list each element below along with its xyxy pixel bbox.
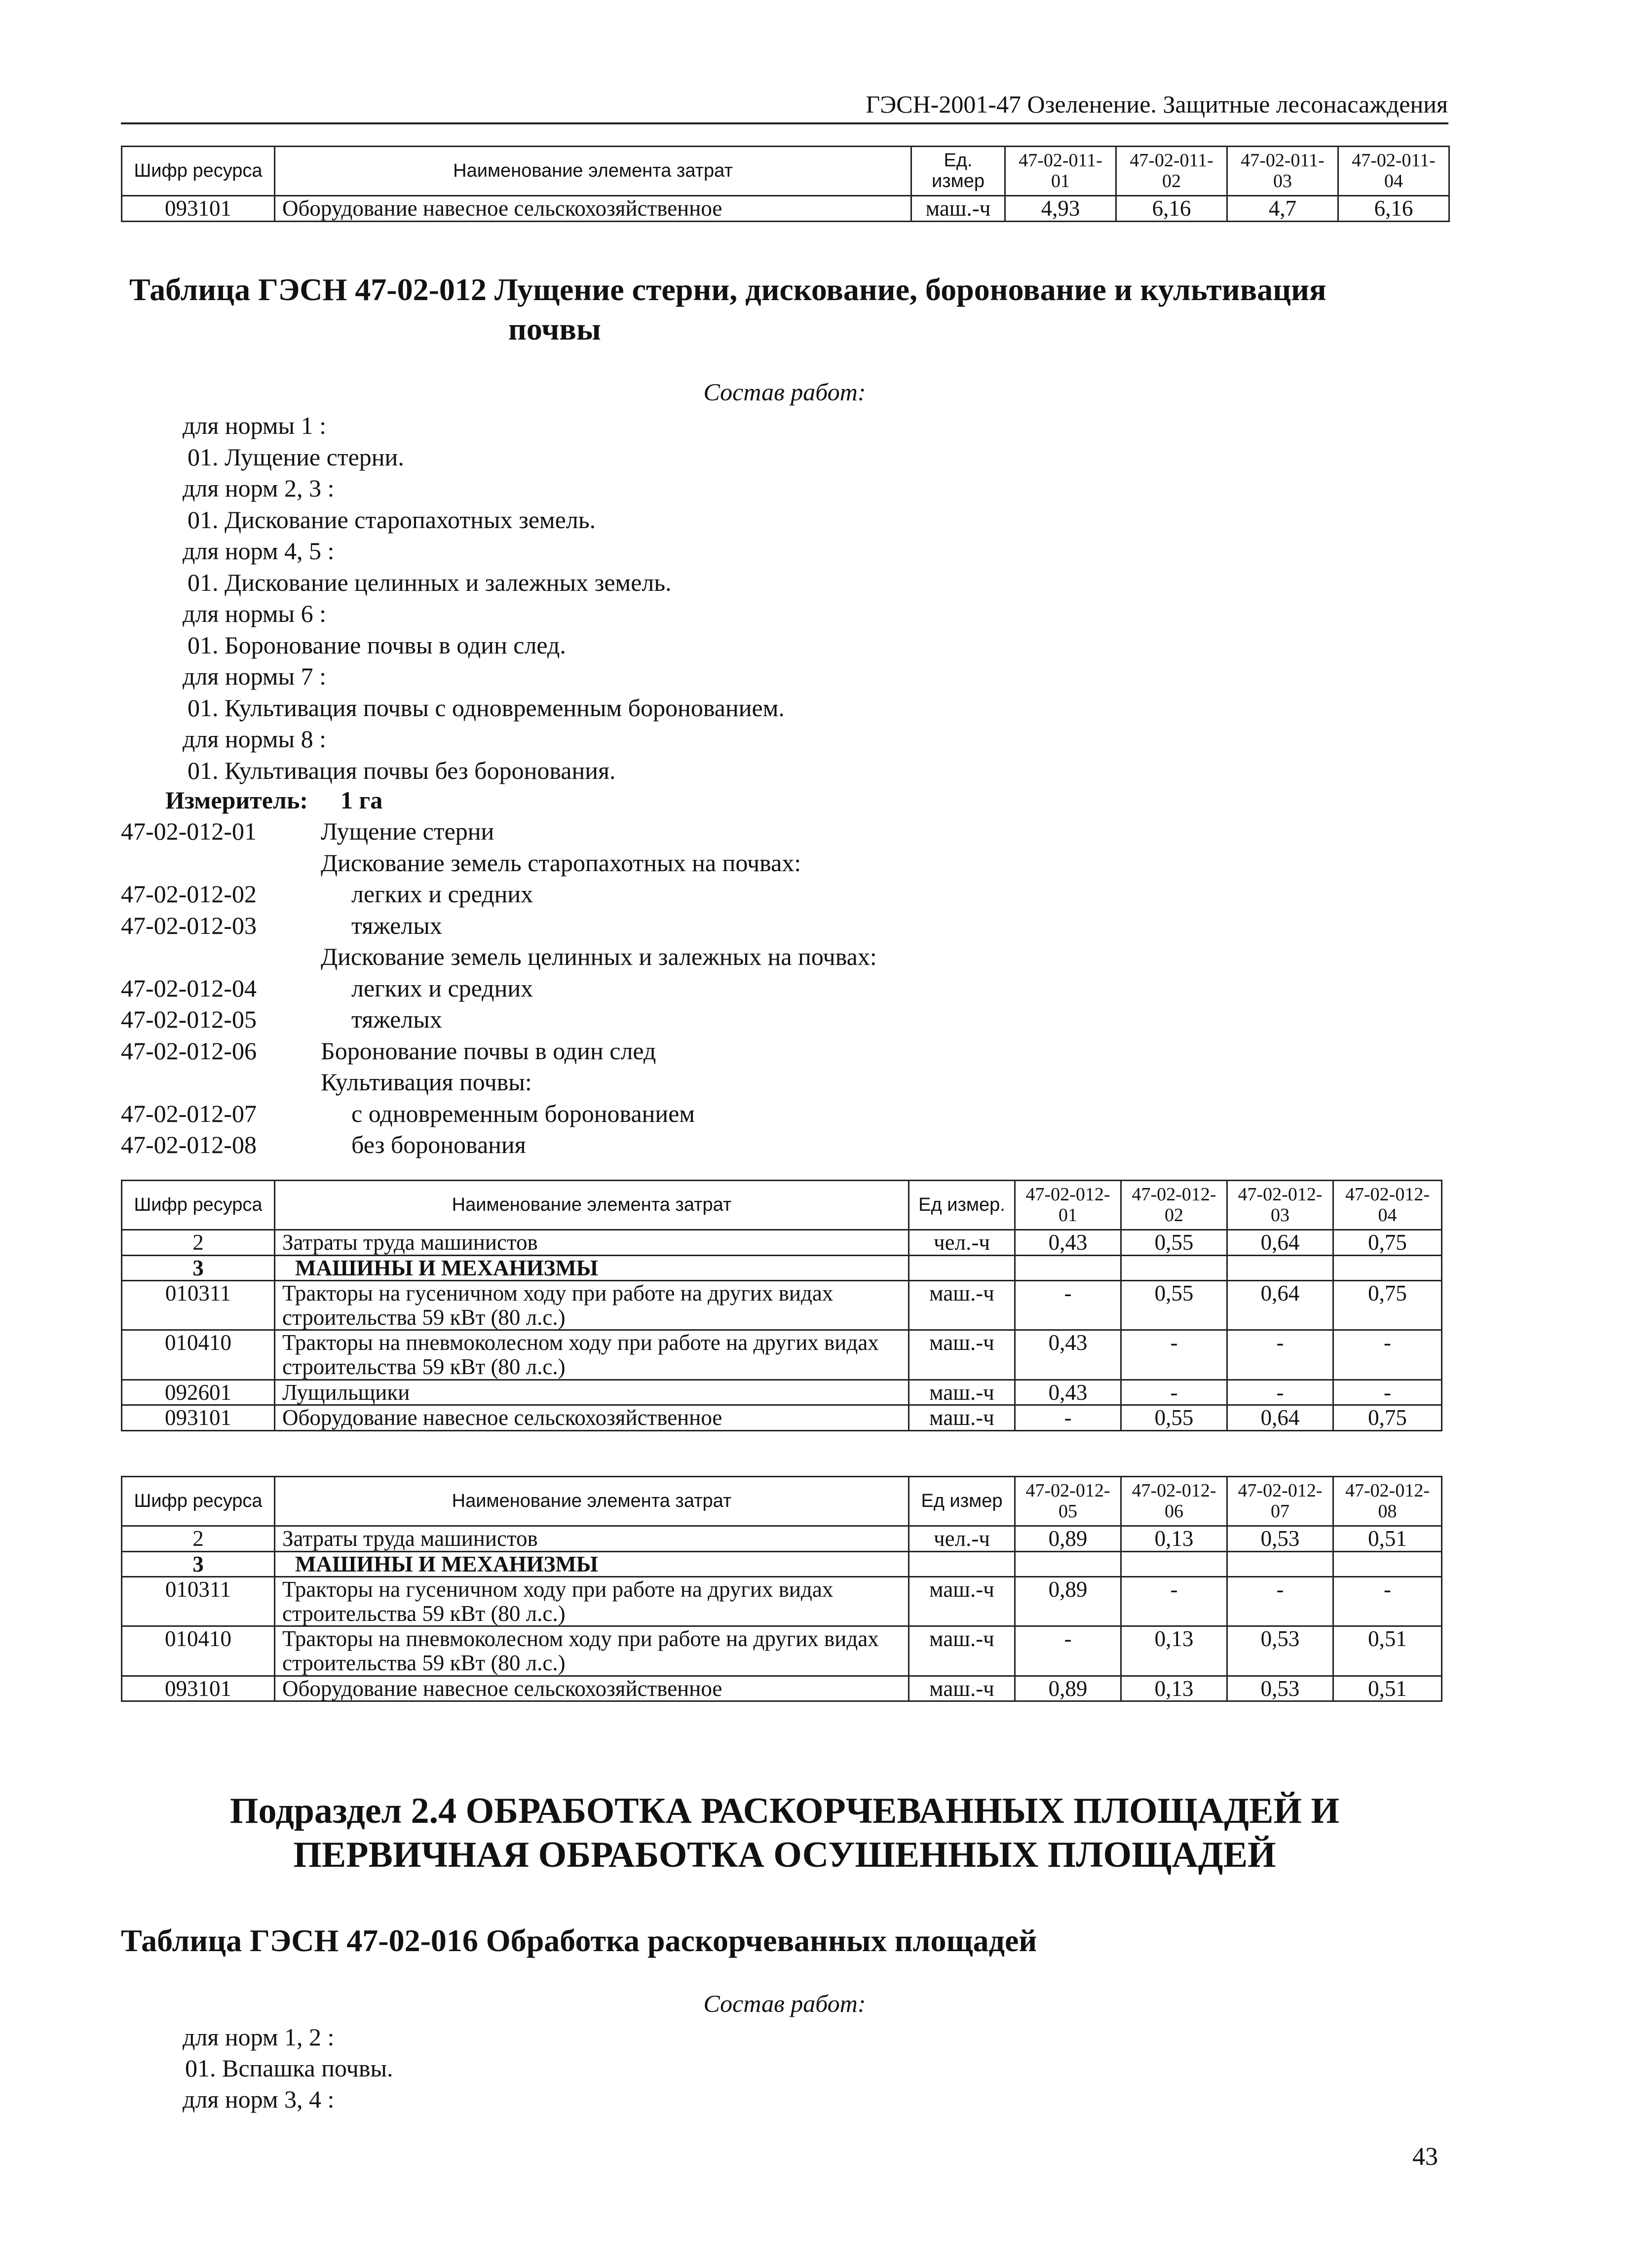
composition-item: 01. Культивация почвы без боронования. bbox=[188, 756, 616, 784]
column-header: 47-02-011-02 bbox=[1116, 147, 1227, 196]
norm-description: Дискование земель целинных и залежных на почвах: bbox=[321, 943, 877, 970]
norm-value-cell bbox=[1121, 1551, 1227, 1577]
norm-code: 47-02-012-08 bbox=[121, 1131, 257, 1158]
subsection-heading bbox=[121, 1789, 1448, 1877]
norm-value-cell: - bbox=[1121, 1380, 1227, 1405]
unit-cell: маш.-ч bbox=[909, 1330, 1015, 1380]
norm-value-cell: 0,75 bbox=[1333, 1230, 1442, 1256]
norm-value-cell: - bbox=[1333, 1577, 1442, 1626]
unit-cell: чел.-ч bbox=[909, 1526, 1015, 1552]
table-row bbox=[122, 1526, 1442, 1552]
cost-element-cell: Тракторы на гусеничном ходу при работе на других видах строительства 59 кВт (80 л.с.) bbox=[275, 1577, 909, 1626]
unit-cell: маш.-ч bbox=[909, 1577, 1015, 1626]
composition-item: 01. Культивация почвы с одновременным боронованием. bbox=[188, 693, 785, 722]
norm-code: 47-02-012-04 bbox=[121, 974, 257, 1002]
norm-value-cell bbox=[1333, 1551, 1442, 1577]
norm-value-cell: 4,93 bbox=[1005, 196, 1116, 222]
composition-heading: для норм 1, 2 : bbox=[183, 2023, 335, 2051]
norm-value-cell: - bbox=[1333, 1330, 1442, 1380]
table-row bbox=[122, 1230, 1442, 1256]
composition-heading: для нормы 8 : bbox=[183, 725, 327, 753]
unit-cell: маш.-ч bbox=[911, 196, 1005, 222]
norm-value-cell: 0,55 bbox=[1121, 1281, 1227, 1330]
page-number: 43 bbox=[1412, 2143, 1438, 2171]
unit-cell: маш.-ч bbox=[909, 1281, 1015, 1330]
norm-value-cell bbox=[1227, 1255, 1333, 1281]
norm-value-cell bbox=[1121, 1255, 1227, 1281]
table-title-012-line1: Таблица ГЭСН 47-02-012 Лущение стерни, дискование, боронование и культивация bbox=[129, 272, 1326, 307]
resource-table-011 bbox=[121, 146, 1450, 222]
composition-heading: для нормы 6 : bbox=[183, 600, 327, 627]
column-header: 47-02-012-04 bbox=[1333, 1181, 1442, 1230]
composition-item: 01. Вспашка почвы. bbox=[185, 2054, 393, 2082]
column-header: 47-02-012-01 bbox=[1015, 1181, 1121, 1230]
column-header: 47-02-012-03 bbox=[1227, 1181, 1333, 1230]
column-header: 47-02-012-05 bbox=[1015, 1477, 1121, 1526]
norm-value-cell: 0,53 bbox=[1227, 1526, 1333, 1552]
norm-value-cell: 0,51 bbox=[1333, 1626, 1442, 1676]
norm-value-cell: 0,64 bbox=[1227, 1281, 1333, 1330]
norm-value-cell: 4,7 bbox=[1227, 196, 1338, 222]
cost-element-cell: Лущильщики bbox=[275, 1380, 909, 1405]
composition-heading: для норм 3, 4 : bbox=[183, 2085, 335, 2113]
header-rule bbox=[121, 122, 1448, 124]
norm-value-cell bbox=[1333, 1255, 1442, 1281]
resource-code-cell: 3 bbox=[122, 1551, 275, 1577]
norm-value-cell: 0,89 bbox=[1015, 1577, 1121, 1626]
column-header: 47-02-012-06 bbox=[1121, 1477, 1227, 1526]
table-row bbox=[122, 1676, 1442, 1701]
composition-item: 01. Боронование почвы в один след. bbox=[188, 631, 566, 659]
unit-cell bbox=[909, 1255, 1015, 1281]
composition-item: 01. Лущение стерни. bbox=[188, 443, 404, 471]
column-header: 47-02-011-01 bbox=[1005, 147, 1116, 196]
norm-value-cell: 0,89 bbox=[1015, 1676, 1121, 1701]
table-row bbox=[122, 1626, 1442, 1676]
norm-description: без боронования bbox=[351, 1131, 526, 1158]
unit-cell: чел.-ч bbox=[909, 1230, 1015, 1256]
norm-value-cell: - bbox=[1227, 1380, 1333, 1405]
norm-description: Лущение стерни bbox=[321, 817, 494, 845]
column-header: Наименование элемента затрат bbox=[275, 147, 911, 196]
norm-value-cell: 0,75 bbox=[1333, 1281, 1442, 1330]
composition-heading: для нормы 7 : bbox=[183, 662, 327, 690]
cost-element-cell: Затраты труда машинистов bbox=[275, 1230, 909, 1256]
resource-code-cell: 093101 bbox=[122, 1405, 275, 1431]
norm-value-cell: - bbox=[1227, 1577, 1333, 1626]
cost-element-cell: Оборудование навесное сельскохозяйственное bbox=[275, 196, 911, 222]
norm-value-cell: 0,43 bbox=[1015, 1230, 1121, 1256]
norm-value-cell bbox=[1015, 1255, 1121, 1281]
unit-cell: маш.-ч bbox=[909, 1380, 1015, 1405]
composition-item: 01. Дискование старопахотных земель. bbox=[188, 505, 596, 534]
norm-value-cell: 0,64 bbox=[1227, 1230, 1333, 1256]
norm-code: 47-02-012-02 bbox=[121, 880, 257, 908]
norm-code: 47-02-012-05 bbox=[121, 1005, 257, 1033]
column-header: 47-02-011-04 bbox=[1338, 147, 1449, 196]
measure-value: 1 га bbox=[341, 786, 383, 814]
norm-value-cell: 0,75 bbox=[1333, 1405, 1442, 1431]
table-row bbox=[122, 1405, 1442, 1431]
composition-label-016: Состав работ: bbox=[703, 1990, 866, 2017]
norm-code: 47-02-012-07 bbox=[121, 1099, 257, 1127]
cost-element-cell: Затраты труда машинистов bbox=[275, 1526, 909, 1552]
table-title-016: Таблица ГЭСН 47-02-016 Обработка раскорчеванных площадей bbox=[121, 1923, 1037, 1958]
resource-code-cell: 010410 bbox=[122, 1626, 275, 1676]
column-header: Шифр ресурса bbox=[122, 1477, 275, 1526]
norm-description: Боронование почвы в один след bbox=[321, 1037, 656, 1065]
table-title-012-line2: почвы bbox=[508, 311, 601, 346]
resource-code-cell: 093101 bbox=[122, 1676, 275, 1701]
norm-code: 47-02-012-03 bbox=[121, 911, 257, 939]
resource-code-cell: 010311 bbox=[122, 1281, 275, 1330]
norm-value-cell: - bbox=[1227, 1330, 1333, 1380]
resource-code-cell: 093101 bbox=[122, 196, 275, 222]
subsection-heading-line1: Подраздел 2.4 ОБРАБОТКА РАСКОРЧЕВАННЫХ ПЛОЩАДЕЙ И bbox=[229, 1791, 1340, 1831]
table-row bbox=[122, 196, 1449, 222]
cost-element-cell: Тракторы на гусеничном ходу при работе на других видах строительства 59 кВт (80 л.с.) bbox=[275, 1281, 909, 1330]
column-header: Наименование элемента затрат bbox=[275, 1181, 909, 1230]
unit-cell: маш.-ч bbox=[909, 1405, 1015, 1431]
resource-code-cell: 2 bbox=[122, 1230, 275, 1256]
norm-value-cell: 0,64 bbox=[1227, 1405, 1333, 1431]
composition-heading: для нормы 1 : bbox=[183, 412, 327, 439]
norm-value-cell: - bbox=[1333, 1380, 1442, 1405]
cost-element-cell: Оборудование навесное сельскохозяйственное bbox=[275, 1405, 909, 1431]
resource-code-cell: 2 bbox=[122, 1526, 275, 1552]
table-row bbox=[122, 1255, 1442, 1281]
norm-description: с одновременным боронованием bbox=[351, 1099, 695, 1127]
resource-code-cell: 092601 bbox=[122, 1380, 275, 1405]
table-row bbox=[122, 1330, 1442, 1380]
cost-element-cell: Оборудование навесное сельскохозяйственное bbox=[275, 1676, 909, 1701]
column-header: Шифр ресурса bbox=[122, 1181, 275, 1230]
norm-value-cell: 0,43 bbox=[1015, 1330, 1121, 1380]
column-header: Ед измер bbox=[909, 1477, 1015, 1526]
norm-value-cell: - bbox=[1121, 1577, 1227, 1626]
norm-value-cell: 0,51 bbox=[1333, 1526, 1442, 1552]
running-header: ГЭСН-2001-47 Озеленение. Защитные лесонасаждения bbox=[866, 90, 1448, 118]
measure-label: Измеритель: bbox=[165, 786, 308, 814]
norm-value-cell: - bbox=[1015, 1281, 1121, 1330]
norm-description: легких и средних bbox=[351, 974, 533, 1002]
cost-element-cell: МАШИНЫ И МЕХАНИЗМЫ bbox=[275, 1551, 909, 1577]
unit-cell: маш.-ч bbox=[909, 1626, 1015, 1676]
subsection-heading-line2: ПЕРВИЧНАЯ ОБРАБОТКА ОСУШЕННЫХ ПЛОЩАДЕЙ bbox=[293, 1834, 1276, 1875]
norm-value-cell: 0,53 bbox=[1227, 1676, 1333, 1701]
column-header: 47-02-011-03 bbox=[1227, 147, 1338, 196]
norm-value-cell: 0,53 bbox=[1227, 1626, 1333, 1676]
norm-value-cell: 0,89 bbox=[1015, 1526, 1121, 1552]
norm-value-cell: - bbox=[1015, 1405, 1121, 1431]
norm-value-cell: 6,16 bbox=[1116, 196, 1227, 222]
norm-value-cell: 0,13 bbox=[1121, 1626, 1227, 1676]
column-header: 47-02-012-07 bbox=[1227, 1477, 1333, 1526]
norm-value-cell: 0,55 bbox=[1121, 1230, 1227, 1256]
cost-element-cell: Тракторы на пневмоколесном ходу при работе на других видах строительства 59 кВт (80 л.с.) bbox=[275, 1626, 909, 1676]
norm-description: легких и средних bbox=[351, 880, 533, 908]
unit-cell: маш.-ч bbox=[909, 1676, 1015, 1701]
table-row bbox=[122, 1551, 1442, 1577]
resource-code-cell: 010410 bbox=[122, 1330, 275, 1380]
column-header: Ед измер. bbox=[909, 1181, 1015, 1230]
resource-table-012-part1 bbox=[121, 1180, 1442, 1431]
norm-value-cell: 0,13 bbox=[1121, 1676, 1227, 1701]
norm-code: 47-02-012-01 bbox=[121, 817, 257, 845]
norm-description: тяжелых bbox=[351, 1005, 442, 1033]
column-header: Шифр ресурса bbox=[122, 147, 275, 196]
table-row bbox=[122, 1281, 1442, 1330]
resource-code-cell: 010311 bbox=[122, 1577, 275, 1626]
cost-element-cell: Тракторы на пневмоколесном ходу при работе на других видах строительства 59 кВт (80 л.с.) bbox=[275, 1330, 909, 1380]
norm-value-cell bbox=[1015, 1551, 1121, 1577]
table-row bbox=[122, 1380, 1442, 1405]
table-row bbox=[122, 1577, 1442, 1626]
resource-code-cell: 3 bbox=[122, 1255, 275, 1281]
column-header: 47-02-012-08 bbox=[1333, 1477, 1442, 1526]
norm-code: 47-02-012-06 bbox=[121, 1037, 257, 1065]
norm-value-cell: 6,16 bbox=[1338, 196, 1449, 222]
norm-value-cell: 0,13 bbox=[1121, 1526, 1227, 1552]
unit-cell bbox=[909, 1551, 1015, 1577]
composition-heading: для норм 4, 5 : bbox=[183, 537, 335, 565]
norm-value-cell: - bbox=[1015, 1626, 1121, 1676]
norm-description: тяжелых bbox=[351, 911, 442, 939]
norm-description: Дискование земель старопахотных на почвах: bbox=[321, 848, 801, 877]
column-header: Наименование элемента затрат bbox=[275, 1477, 909, 1526]
composition-heading: для норм 2, 3 : bbox=[183, 474, 335, 502]
cost-element-cell: МАШИНЫ И МЕХАНИЗМЫ bbox=[275, 1255, 909, 1281]
norm-value-cell: 0,43 bbox=[1015, 1380, 1121, 1405]
norm-value-cell: 0,55 bbox=[1121, 1405, 1227, 1431]
column-header: Ед. измер bbox=[911, 147, 1005, 196]
composition-label-012: Состав работ: bbox=[703, 378, 866, 406]
composition-item: 01. Дискование целинных и залежных земель. bbox=[188, 568, 672, 596]
norm-description: Культивация почвы: bbox=[321, 1068, 532, 1096]
resource-table-012-part2 bbox=[121, 1476, 1442, 1702]
norm-value-cell: - bbox=[1121, 1330, 1227, 1380]
column-header: 47-02-012-02 bbox=[1121, 1181, 1227, 1230]
norm-value-cell: 0,51 bbox=[1333, 1676, 1442, 1701]
norm-value-cell bbox=[1227, 1551, 1333, 1577]
